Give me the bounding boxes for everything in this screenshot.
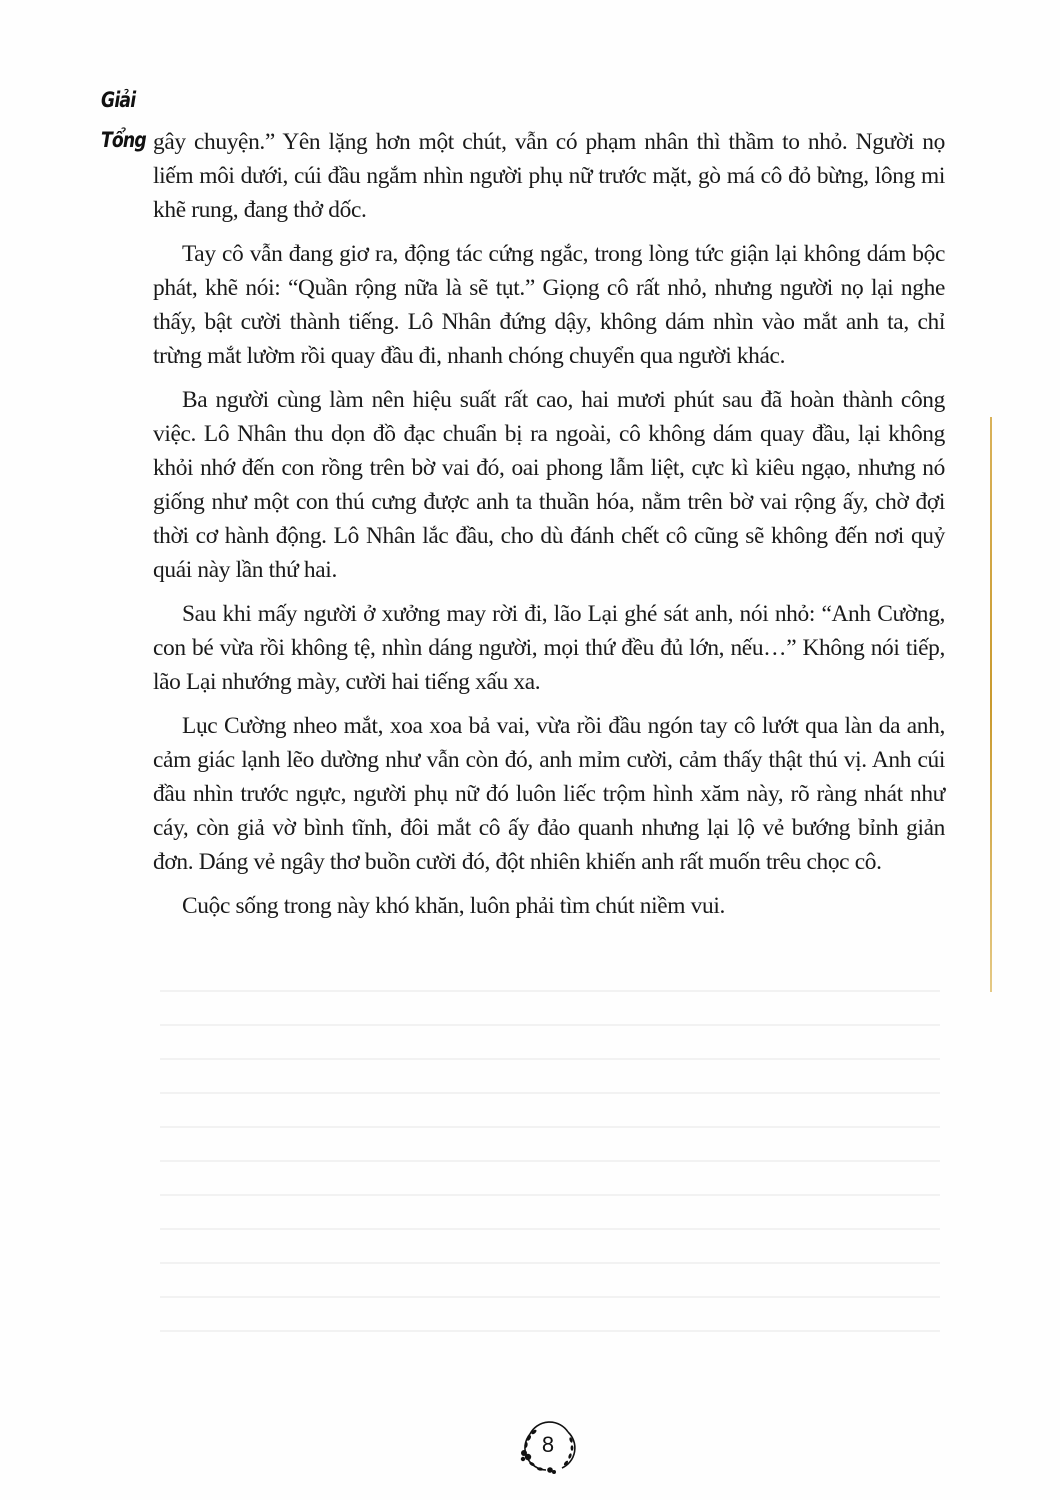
body-text [153, 125, 945, 933]
paragraph: Tay cô vẫn đang giơ ra, động tác cứng ngắc, trong lòng tức giận lại không dám bộc phát, khẽ nói: “Quần rộng nữa là sẽ tụt.” Giọng cô rất nhỏ, nhưng người nọ lại nghe thấy, bật cười thành tiếng. Lô Nhân đứng dậy, không dám nhìn vào mắt anh ta, chỉ trừng mắt lườm rồi quay đầu đi, nhanh chóng chuyển qua người khác. [153, 241, 945, 369]
paragraph: Cuộc sống trong này khó khăn, luôn phải tìm chút niềm vui. [182, 893, 725, 919]
page-number-ornament [516, 1420, 580, 1476]
paragraph: Lục Cường nheo mắt, xoa xoa bả vai, vừa rồi đầu ngón tay cô lướt qua làn da anh, cảm giác lạnh lẽo dường như vẫn còn đó, anh mỉm cười, cảm thấy thật thú vị. Anh cúi đầu nhìn trước ngực, người phụ nữ đó luôn liếc trộm hình xăm này, rõ ràng nhát như cáy, còn giả vờ bình tĩnh, đôi mắt cô ấy đảo quanh nhưng lại lộ vẻ bướng bỉnh giản đơn. Dáng vẻ ngây thơ buồn cười đó, đột nhiên khiến anh rất muốn trêu chọc cô. [153, 713, 945, 875]
paragraph: gây chuyện.” Yên lặng hơn một chút, vẫn có phạm nhân thì thầm to nhỏ. Người nọ liếm môi dưới, cúi đầu ngắm nhìn người phụ nữ trước mặt, gò má cô đỏ bừng, lông mi khẽ rung, đang thở dốc. [153, 129, 945, 223]
bleed-through-shadow [160, 990, 940, 1390]
margin-rule [990, 417, 992, 992]
running-head-line-2: Tổng [101, 128, 146, 152]
paragraph: Ba người cùng làm nên hiệu suất rất cao, hai mươi phút sau đã hoàn thành công việc. Lô Nhân thu dọn đồ đạc chuẩn bị ra ngoài, cô không dám quay đầu, lại không khỏi nhớ đến con rồng trên bờ vai đó, oai phong lẫm liệt, cực kì kiêu ngạo, nhưng nó giống như một con thú cưng được anh ta thuần hóa, nằm trên bờ vai rộng ấy, chờ đợi thời cơ hành động. Lô Nhân lắc đầu, cho dù đánh chết cô cũng sẽ không đến nơi quỷ quái này lần thứ hai. [153, 387, 945, 583]
paragraph: Sau khi mấy người ở xưởng may rời đi, lão Lại ghé sát anh, nói nhỏ: “Anh Cường, con bé vừa rồi không tệ, nhìn dáng người, mọi thứ đều đủ lớn, nếu…” Không nói tiếp, lão Lại nhướng mày, cười hai tiếng xấu xa. [153, 601, 945, 695]
running-head [101, 80, 146, 160]
page-number: 8 [541, 1432, 555, 1457]
running-head-line-1: Giải [101, 88, 136, 112]
